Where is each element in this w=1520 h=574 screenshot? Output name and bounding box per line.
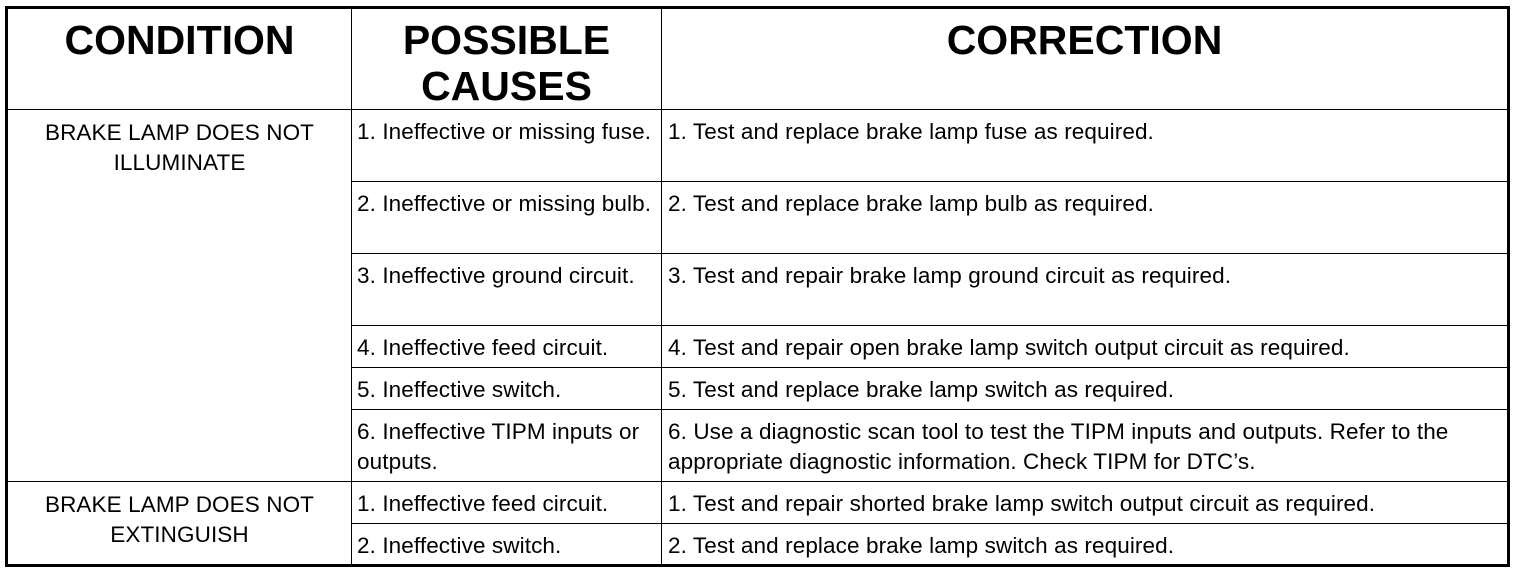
condition-cell: BRAKE LAMP DOES NOT EXTINGUISH	[7, 482, 352, 566]
correction-cell: 5. Test and replace brake lamp switch as required.	[662, 368, 1509, 410]
cause-cell: 6. Ineffective TIPM inputs or outputs.	[352, 410, 662, 482]
cause-cell: 5. Ineffective switch.	[352, 368, 662, 410]
correction-cell: 2. Test and replace brake lamp bulb as required.	[662, 182, 1509, 254]
correction-cell: 1. Test and repair shorted brake lamp switch output circuit as required.	[662, 482, 1509, 524]
correction-cell: 6. Use a diagnostic scan tool to test the TIPM inputs and outputs. Refer to the appropriate diagnostic information. Check TIPM for DTC’s.	[662, 410, 1509, 482]
header-possible-causes: POSSIBLE CAUSES	[352, 8, 662, 110]
correction-cell: 4. Test and repair open brake lamp switch output circuit as required.	[662, 326, 1509, 368]
cause-cell: 3. Ineffective ground circuit.	[352, 254, 662, 326]
cause-cell: 1. Ineffective feed circuit.	[352, 482, 662, 524]
header-condition: CONDITION	[7, 8, 352, 110]
diagnosis-table	[5, 6, 1510, 567]
cause-cell: 2. Ineffective or missing bulb.	[352, 182, 662, 254]
cause-cell: 4. Ineffective feed circuit.	[352, 326, 662, 368]
correction-cell: 1. Test and replace brake lamp fuse as required.	[662, 110, 1509, 182]
table-row	[7, 482, 1509, 524]
header-row	[7, 8, 1509, 110]
table-row	[7, 110, 1509, 182]
condition-cell: BRAKE LAMP DOES NOT ILLUMINATE	[7, 110, 352, 482]
header-correction: CORRECTION	[662, 8, 1509, 110]
correction-cell: 3. Test and repair brake lamp ground circuit as required.	[662, 254, 1509, 326]
cause-cell: 1. Ineffective or missing fuse.	[352, 110, 662, 182]
correction-cell: 2. Test and replace brake lamp switch as required.	[662, 524, 1509, 566]
cause-cell: 2. Ineffective switch.	[352, 524, 662, 566]
